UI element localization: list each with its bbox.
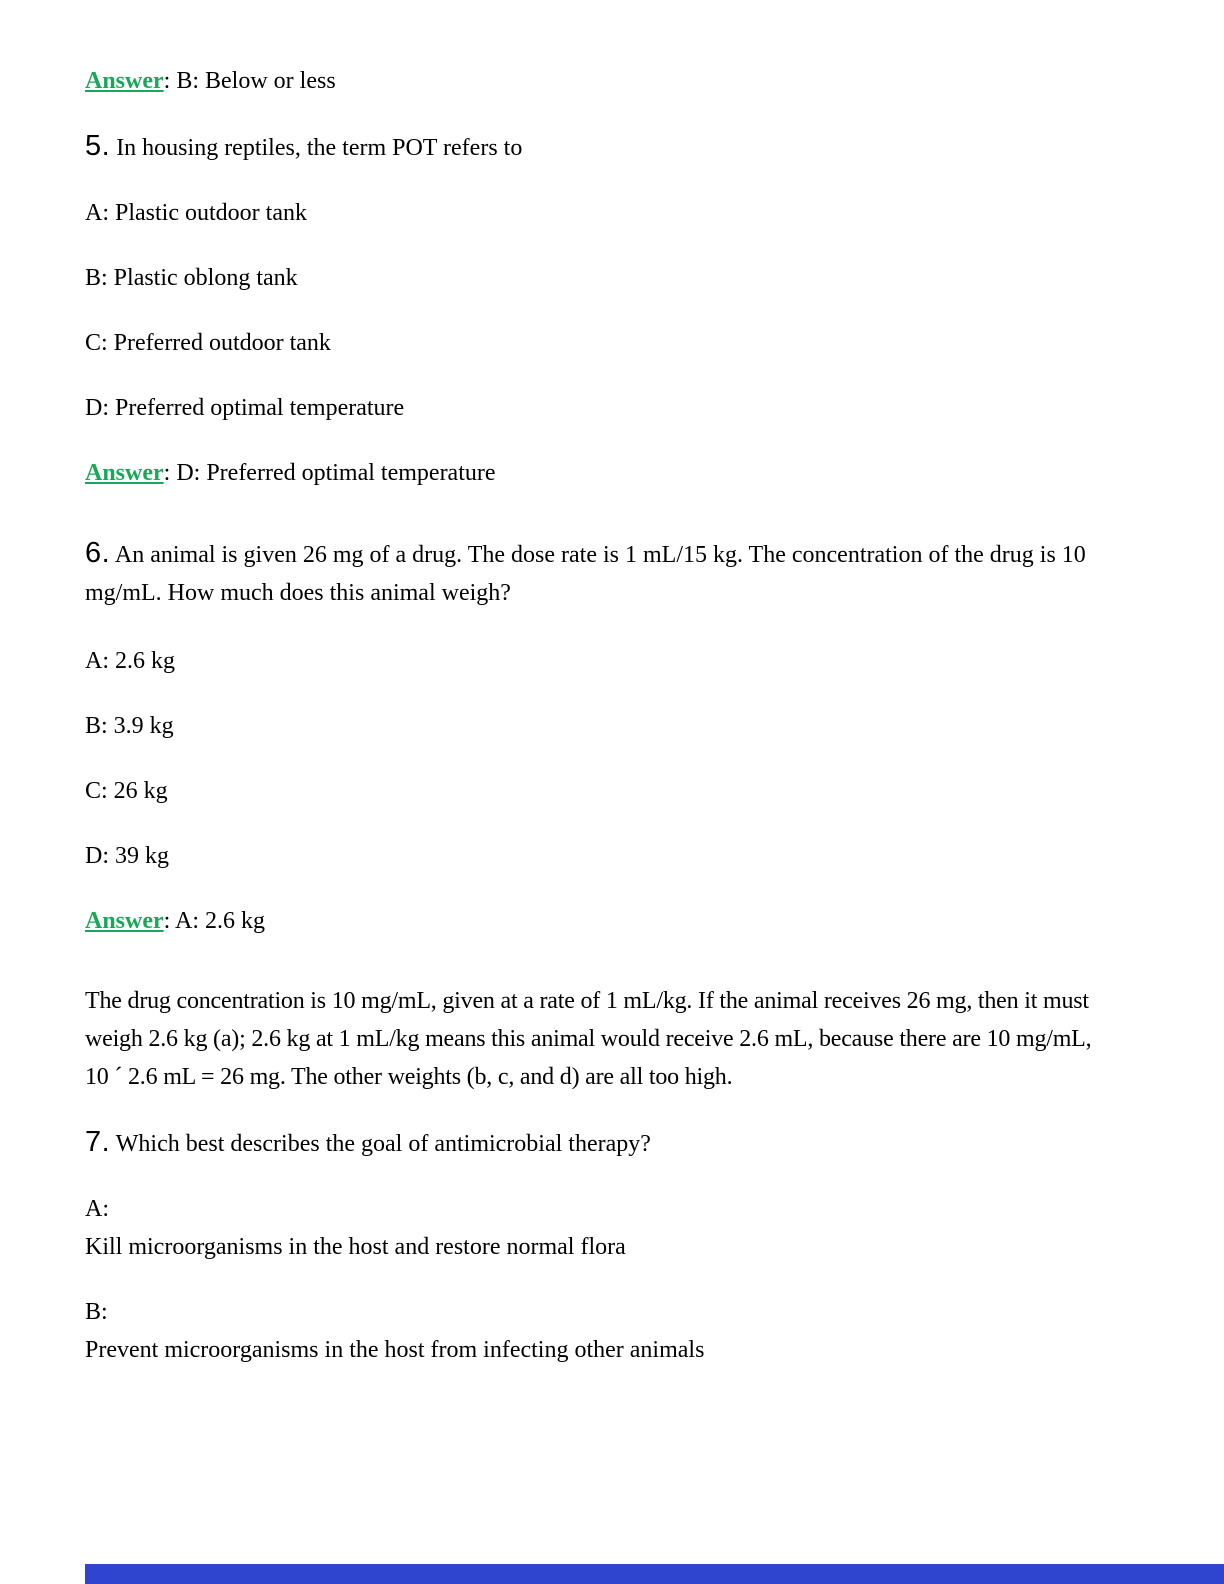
question-5-option-d: D: Preferred optimal temperature — [85, 395, 405, 421]
question-5-option-c: C: Preferred outdoor tank — [85, 330, 331, 356]
option-letter: A: — [85, 1196, 109, 1222]
question-6-number: 6. — [85, 537, 111, 569]
question-6-option-d: D: 39 kg — [85, 843, 169, 869]
question-6-option-c: C: 26 kg — [85, 778, 168, 804]
question-5 — [85, 127, 1112, 167]
answer-text: : A: 2.6 kg — [163, 908, 265, 934]
question-6-option-a: A: 2.6 kg — [85, 648, 175, 674]
question-7-number: 7. — [85, 1126, 111, 1158]
question-5-option-a: A: Plastic outdoor tank — [85, 200, 307, 226]
answer-label: Answer — [85, 460, 164, 486]
question-7-option-a — [85, 1190, 1112, 1266]
question-5-number: 5. — [85, 130, 111, 162]
question-6-option-b: B: 3.9 kg — [85, 713, 174, 739]
answer-text: : D: Preferred optimal temperature — [163, 460, 496, 486]
question-5-text: In housing reptiles, the term POT refers to — [116, 135, 523, 161]
option-text: Prevent microorganisms in the host from infecting other animals — [85, 1337, 705, 1363]
question-5-option-b: B: Plastic oblong tank — [85, 265, 298, 291]
question-7-option-b — [85, 1293, 1112, 1369]
question-7 — [85, 1123, 1112, 1163]
answer-label: Answer — [85, 908, 164, 934]
question-6-text: An animal is given 26 mg of a drug. The dose rate is 1 mL/15 kg. The concentration of the drug is 10 mg/mL. How much does this animal weigh? — [85, 542, 1086, 606]
answer-line-q6 — [85, 902, 1112, 940]
option-text: Kill microorganisms in the host and restore normal flora — [85, 1234, 626, 1260]
question-7-text: Which best describes the goal of antimicrobial therapy? — [115, 1131, 651, 1157]
question-6-explanation: The drug concentration is 10 mg/mL, given at a rate of 1 mL/kg. If the animal receives 26 mg, then it must weigh 2.6 kg (a); 2.6 kg at 1 mL/kg means this animal would receive 2.6 mL, because there are 10 mg/mL, 10 ´ 2.6 mL = 26 mg. The other weights (b, c, and d) are all too high. — [85, 988, 1092, 1090]
question-6 — [85, 534, 1112, 612]
answer-line-q5 — [85, 454, 1112, 492]
answer-label: Answer — [85, 68, 164, 94]
page-footer-bar — [85, 1564, 1224, 1584]
answer-text: : B: Below or less — [163, 68, 336, 94]
answer-line-q4 — [85, 62, 1112, 100]
option-letter: B: — [85, 1299, 108, 1325]
